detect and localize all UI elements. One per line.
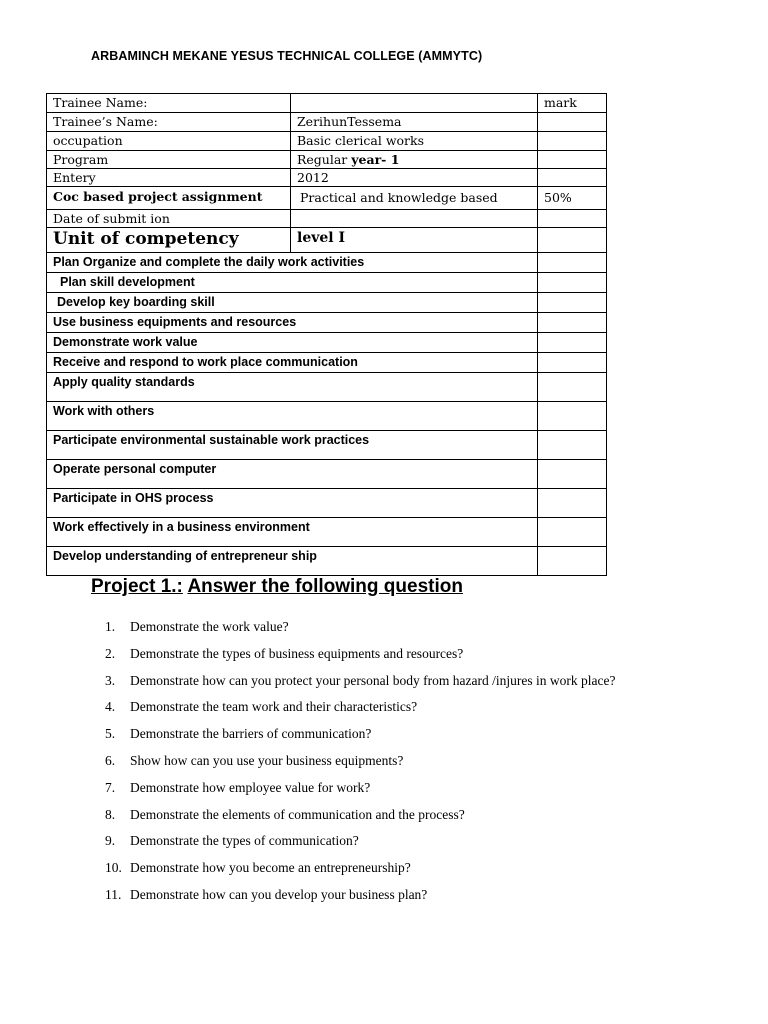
list-item xyxy=(105,748,615,775)
question-number: 2. xyxy=(105,645,116,661)
trainees-name-value: ZerihunTessema xyxy=(291,113,538,132)
table-row xyxy=(47,402,607,431)
table-row xyxy=(47,489,607,518)
project-heading xyxy=(91,576,463,598)
mark-cell xyxy=(538,273,607,293)
entery-value: 2012 xyxy=(291,169,538,187)
mark-cell xyxy=(538,151,607,169)
list-item xyxy=(105,614,615,641)
question-list xyxy=(105,614,615,909)
table-row xyxy=(47,187,607,210)
project-type-prefix: Coc based project xyxy=(53,189,178,204)
submit-date-label: Date of submit ion xyxy=(47,210,291,228)
mark-cell xyxy=(538,402,607,431)
question-number: 7. xyxy=(105,779,116,795)
question-number: 5. xyxy=(105,726,116,742)
program-value xyxy=(291,151,538,169)
mark-header: mark xyxy=(538,94,607,113)
mark-cell xyxy=(538,132,607,151)
question-number: 4. xyxy=(105,699,116,715)
project-subtitle: Answer the following question xyxy=(187,576,463,597)
competency-item: Develop understanding of entrepreneur ship xyxy=(47,547,538,576)
list-item xyxy=(105,855,615,882)
table-row xyxy=(47,460,607,489)
question-text: Demonstrate the types of communication? xyxy=(130,833,359,849)
mark-cell xyxy=(538,210,607,228)
question-number: 11. xyxy=(105,886,122,902)
table-row xyxy=(47,151,607,169)
project-type-bold: assignment xyxy=(181,189,263,204)
list-item xyxy=(105,694,615,721)
mark-cell xyxy=(538,253,607,273)
mark-cell xyxy=(538,353,607,373)
table-row xyxy=(47,273,607,293)
competency-item: Demonstrate work value xyxy=(47,333,538,353)
table-row xyxy=(47,313,607,333)
entery-label: Entery xyxy=(47,169,291,187)
question-text: Demonstrate the barriers of communication? xyxy=(130,726,372,742)
unit-of-competency-label: Unit of competency xyxy=(47,228,291,253)
question-text: Show how can you use your business equipments? xyxy=(130,752,404,768)
question-number: 9. xyxy=(105,833,116,849)
question-text: Demonstrate the types of business equipments and resources? xyxy=(130,645,464,661)
competency-item: Use business equipments and resources xyxy=(47,313,538,333)
project-type-value: Practical and knowledge based xyxy=(291,187,538,210)
mark-cell xyxy=(538,373,607,402)
question-number: 1. xyxy=(105,619,116,634)
mark-cell xyxy=(538,518,607,547)
project-title: Project 1.: xyxy=(91,576,183,597)
competency-item: Receive and respond to work place communication xyxy=(47,353,538,373)
table-row xyxy=(47,353,607,373)
program-year: year- 1 xyxy=(351,152,400,167)
mark-cell xyxy=(538,333,607,353)
table-row xyxy=(47,253,607,273)
list-item xyxy=(105,802,615,829)
question-text: Demonstrate how can you protect your personal body from hazard /injures in work place? xyxy=(130,672,616,688)
mark-cell xyxy=(538,313,607,333)
mark-cell xyxy=(538,431,607,460)
list-item xyxy=(105,668,615,695)
list-item xyxy=(105,828,615,855)
program-label: Program xyxy=(47,151,291,169)
table-row xyxy=(47,113,607,132)
competency-item: Operate personal computer xyxy=(47,460,538,489)
table-row xyxy=(47,518,607,547)
competency-item: Plan skill development xyxy=(47,273,538,293)
mark-cell xyxy=(538,460,607,489)
question-text: Demonstrate how employee value for work? xyxy=(130,779,371,795)
question-text: Demonstrate how can you develop your business plan? xyxy=(130,886,428,902)
competency-item: Participate in OHS process xyxy=(47,489,538,518)
mark-cell xyxy=(538,169,607,187)
project-mark: 50% xyxy=(538,187,607,210)
mark-cell xyxy=(538,547,607,576)
table-row xyxy=(47,293,607,313)
occupation-value: Basic clerical works xyxy=(291,132,538,151)
college-header: ARBAMINCH MEKANE YESUS TECHNICAL COLLEGE (AMMYTC) xyxy=(91,49,483,63)
list-item xyxy=(105,882,615,909)
question-text: Demonstrate the elements of communication and the process? xyxy=(130,806,465,822)
table-row xyxy=(47,94,607,113)
question-number: 8. xyxy=(105,806,116,822)
question-text: Demonstrate the team work and their characteristics? xyxy=(130,699,418,715)
trainee-info-table xyxy=(46,93,607,576)
question-text: Demonstrate the work value? xyxy=(130,619,289,634)
program-type: Regular xyxy=(297,152,348,167)
level-label: level I xyxy=(291,228,538,253)
competency-item: Work with others xyxy=(47,402,538,431)
trainee-name-label: Trainee Name: xyxy=(47,94,291,113)
mark-cell xyxy=(538,293,607,313)
question-number: 10. xyxy=(105,860,122,876)
competency-item: Develop key boarding skill xyxy=(47,293,538,313)
table-row xyxy=(47,169,607,187)
question-text: Demonstrate how you become an entrepreneurship? xyxy=(130,860,411,876)
table-row xyxy=(47,373,607,402)
list-item xyxy=(105,775,615,802)
competency-item: Work effectively in a business environment xyxy=(47,518,538,547)
question-number: 3. xyxy=(105,672,116,688)
table-row xyxy=(47,431,607,460)
competency-item: Participate environmental sustainable work practices xyxy=(47,431,538,460)
list-item xyxy=(105,721,615,748)
competency-item: Plan Organize and complete the daily work activities xyxy=(47,253,538,273)
trainee-name-value xyxy=(291,94,538,113)
competency-item: Apply quality standards xyxy=(47,373,538,402)
list-item xyxy=(105,641,615,668)
occupation-label: occupation xyxy=(47,132,291,151)
table-row xyxy=(47,210,607,228)
trainees-name-label: Trainee’s Name: xyxy=(47,113,291,132)
table-row xyxy=(47,132,607,151)
project-type-label xyxy=(47,187,291,210)
mark-cell xyxy=(538,113,607,132)
mark-cell xyxy=(538,489,607,518)
table-row xyxy=(47,228,607,253)
question-number: 6. xyxy=(105,752,116,768)
mark-cell xyxy=(538,228,607,253)
submit-date-value xyxy=(291,210,538,228)
table-row xyxy=(47,333,607,353)
table-row xyxy=(47,547,607,576)
